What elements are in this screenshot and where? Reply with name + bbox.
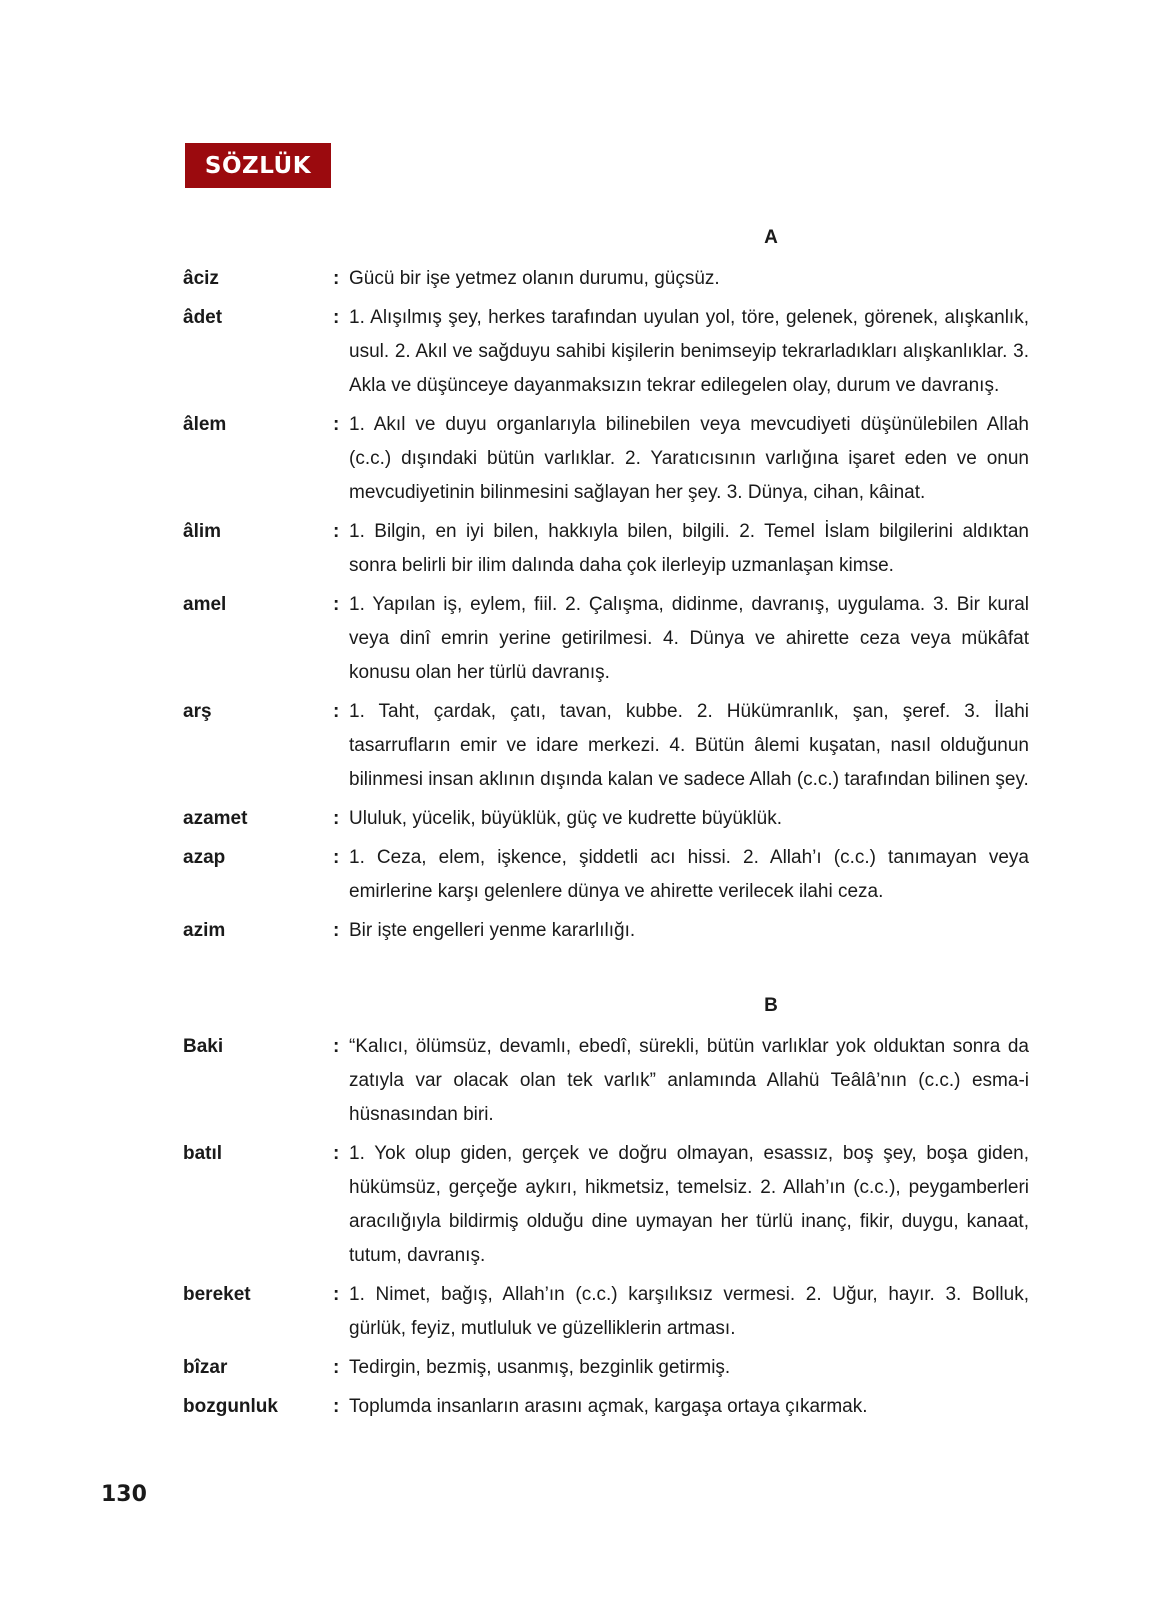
glossary-section-b <box>183 1030 1029 1424</box>
entry-colon: : <box>333 1396 340 1417</box>
entry-colon: : <box>333 1284 340 1305</box>
glossary-entry <box>183 408 1029 510</box>
entry-term: âciz <box>183 268 219 289</box>
entry-definition: 1. Nimet, bağış, Allah’ın (c.c.) karşılıksız vermesi. 2. Uğur, hayır. 3. Bolluk, gürlük, feyiz, mutluluk ve güzelliklerin artması. <box>349 1284 1029 1339</box>
entry-definition: Tedirgin, bezmiş, usanmış, bezginlik getirmiş. <box>349 1357 731 1378</box>
entry-definition: Ululuk, yücelik, büyüklük, güç ve kudrette büyüklük. <box>349 808 782 829</box>
glossary-entry <box>183 262 1029 296</box>
entry-definition: 1. Taht, çardak, çatı, tavan, kubbe. 2. Hükümranlık, şan, şeref. 3. İlahi tasarrufların emir ve idare merkezi. 4. Bütün âlemi kuşatan, nasıl olduğunun bilinmesi insan aklının dışında kalan ve sadece Allah (c.c.) tarafından bilinen şey. <box>349 701 1029 790</box>
glossary-entry <box>183 695 1029 797</box>
page-number: 130 <box>101 1482 147 1507</box>
glossary-entry <box>183 802 1029 836</box>
glossary-section-a <box>183 262 1029 948</box>
entry-definition: 1. Akıl ve duyu organlarıyla bilinebilen veya mevcudiyeti düşünülebilen Allah (c.c.) dışındaki bütün varlıklar. 2. Yaratıcısının varlığına işaret eden ve onun mevcudiyetinin bilinmesini sağlayan her şey. 3. Dünya, cihan, kâinat. <box>349 414 1029 503</box>
entry-term: âlem <box>183 414 227 435</box>
glossary-entry <box>183 1278 1029 1346</box>
entry-colon: : <box>333 920 340 941</box>
entry-term: bereket <box>183 1284 251 1305</box>
glossary-entry <box>183 301 1029 403</box>
entry-colon: : <box>333 414 340 435</box>
entry-definition: 1. Alışılmış şey, herkes tarafından uyulan yol, töre, gelenek, görenek, alışkanlık, usul. 2. Akıl ve sağduyu sahibi kişilerin benimseyip tekrarladıkları alışkanlıklar. 3. Akla ve düşünceye dayanmaksızın tekrar edilegelen olay, durum ve davranış. <box>349 307 1029 396</box>
entry-colon: : <box>333 1036 340 1057</box>
entry-term: azap <box>183 847 226 868</box>
entry-definition: 1. Bilgin, en iyi bilen, hakkıyla bilen, bilgili. 2. Temel İslam bilgilerini aldıktan sonra belirli bir ilim dalında daha çok ilerleyip uzmanlaşan kimse. <box>349 521 1029 576</box>
glossary-entry <box>183 1030 1029 1132</box>
entry-definition: Toplumda insanların arasını açmak, kargaşa ortaya çıkarmak. <box>349 1396 868 1417</box>
glossary-entry <box>183 515 1029 583</box>
entry-colon: : <box>333 808 340 829</box>
entry-colon: : <box>333 1143 340 1164</box>
entry-definition: 1. Yapılan iş, eylem, fiil. 2. Çalışma, didinme, davranış, uygulama. 3. Bir kural veya dinî emrin yerine getirilmesi. 4. Dünya ve ahirette ceza veya mükâfat konusu olan her türlü davranış. <box>349 594 1029 683</box>
entry-term: âdet <box>183 307 223 328</box>
entry-definition: “Kalıcı, ölümsüz, devamlı, ebedî, sürekli, bütün varlıklar yok olduktan sonra da zatıyla var olacak olan tek varlık” anlamında Allahü Teâlâ’nın (c.c.) esma-i hüsnasından biri. <box>349 1036 1029 1125</box>
entry-definition: 1. Yok olup giden, gerçek ve doğru olmayan, esassız, boş şey, boşa giden, hükümsüz, gerçeğe aykırı, hikmetsiz, temelsiz. 2. Allah’ın (c.c.), peygamberleri aracılığıyla bildirmiş olduğu dine uymayan her türlü inanç, fikir, duygu, kanaat, tutum, davranış. <box>349 1143 1029 1266</box>
letter-heading-a: A <box>764 227 778 248</box>
entry-term: amel <box>183 594 227 615</box>
entry-definition: 1. Ceza, elem, işkence, şiddetli acı hissi. 2. Allah’ı (c.c.) tanımayan veya emirlerine karşı gelenlere dünya ve ahirette verilecek ilahi ceza. <box>349 847 1029 902</box>
entry-colon: : <box>333 1357 340 1378</box>
entry-colon: : <box>333 521 340 542</box>
glossary-entry <box>183 914 1029 948</box>
entry-term: bozgunluk <box>183 1396 278 1417</box>
glossary-entry <box>183 841 1029 909</box>
entry-colon: : <box>333 847 340 868</box>
entry-term: Baki <box>183 1036 224 1057</box>
entry-term: azamet <box>183 808 248 829</box>
entry-colon: : <box>333 307 340 328</box>
entry-term: arş <box>183 701 212 722</box>
entry-colon: : <box>333 594 340 615</box>
glossary-entry <box>183 1390 1029 1424</box>
glossary-entry <box>183 1351 1029 1385</box>
letter-heading-b: B <box>764 995 778 1016</box>
glossary-entry <box>183 1137 1029 1273</box>
entry-term: batıl <box>183 1143 223 1164</box>
entry-definition: Gücü bir işe yetmez olanın durumu, güçsüz. <box>349 268 720 289</box>
entry-term: azim <box>183 920 226 941</box>
section-title: SÖZLÜK <box>185 143 331 188</box>
entry-definition: Bir işte engelleri yenme kararlılığı. <box>349 920 636 941</box>
entry-term: âlim <box>183 521 222 542</box>
entry-colon: : <box>333 701 340 722</box>
glossary <box>183 224 1029 1429</box>
glossary-entry <box>183 588 1029 690</box>
entry-term: bîzar <box>183 1357 228 1378</box>
entry-colon: : <box>333 268 340 289</box>
